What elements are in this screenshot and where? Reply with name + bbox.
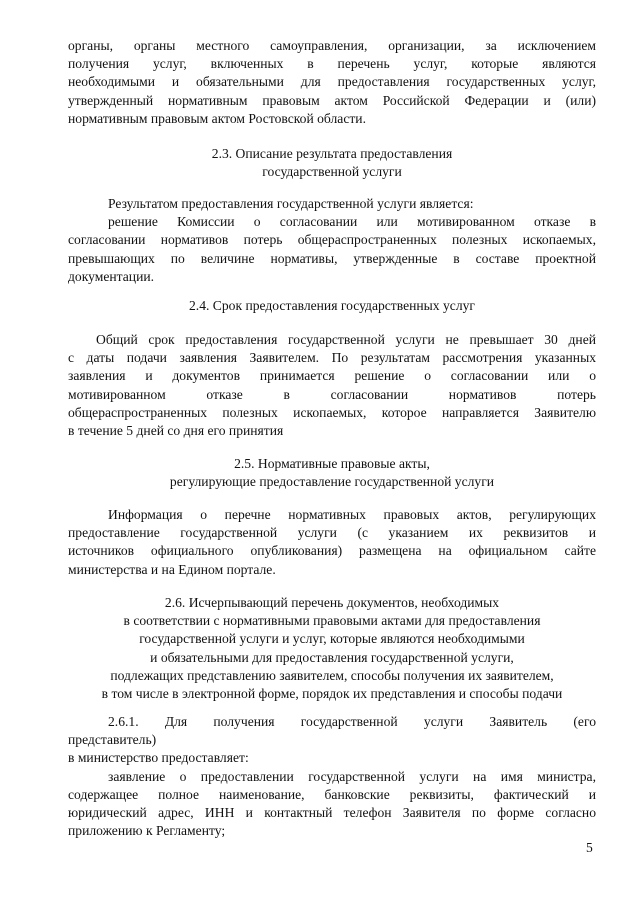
heading-line: государственной услуги и услуг, которые являются необходимыми xyxy=(139,631,525,647)
heading-line: регулирующие предоставление государственной услуги xyxy=(169,474,495,490)
text-line: нормативным правовым актом Ростовской области. xyxy=(68,110,366,126)
section-2-6-1-body xyxy=(68,713,596,840)
text-line: в течение 5 дней со дня его принятия xyxy=(68,423,284,439)
text-line: министерства и на Едином портале. xyxy=(68,561,276,577)
section-2-6-heading xyxy=(68,594,596,703)
text-line: общераспространенных полезных ископаемых, которое направляется Заявителю xyxy=(68,404,596,420)
page-number: 5 xyxy=(586,840,593,855)
text-line: юридический адрес, ИНН и контактный телефон Заявителя по форме согласно xyxy=(68,805,596,821)
text-line: получения услуг, включенных в перечень услуг, которые являются xyxy=(68,56,596,72)
section-2-3-heading xyxy=(68,145,596,181)
heading-line: 2.6. Исчерпывающий перечень документов, необходимых xyxy=(164,595,500,610)
section-2-4-heading xyxy=(68,297,596,315)
heading-line: 2.3. Описание результата предоставления xyxy=(211,146,453,161)
text-line: приложению к Регламенту; xyxy=(68,823,226,839)
section-2-3-body xyxy=(68,195,596,286)
heading-line: 2.5. Нормативные правовые акты, xyxy=(234,456,430,471)
text-line: утвержденный нормативным правовым актом Российской Федерации и (или) xyxy=(68,92,596,108)
text-line: Общий срок предоставления государственной услуги не превышает 30 дней xyxy=(96,332,596,347)
text-line: с даты подачи заявления Заявителем. По результатам рассмотрения указанных xyxy=(68,350,596,366)
text-line: Результатом предоставления государственной услуги является: xyxy=(108,196,474,211)
text-line: согласовании нормативов потерь общераспространенных полезных ископаемых, xyxy=(68,232,596,248)
heading-line: 2.4. Срок предоставления государственных услуг xyxy=(189,298,475,313)
text-line: в министерство предоставляет: xyxy=(68,750,249,766)
text-line: представитель) xyxy=(68,732,157,748)
text-line: содержащее полное наименование, банковские реквизиты, фактический и xyxy=(68,786,596,802)
text-line: необходимыми и обязательными для предоставления государственных услуг, xyxy=(68,74,596,90)
section-2-5-body xyxy=(68,506,596,579)
text-line: источников официального опубликования) размещена на официальном сайте xyxy=(68,543,596,559)
heading-line: и обязательными для предоставления государственной услуги, xyxy=(150,649,514,665)
section-2-4-body xyxy=(68,331,596,440)
text-line: решение Комиссии о согласовании или мотивированном отказе в xyxy=(108,214,596,230)
heading-line: в соответствии с нормативными правовыми актами для предоставления xyxy=(123,613,541,629)
intro-paragraph xyxy=(68,37,596,128)
text-line: заявление о предоставлении государственной услуги на имя министра, xyxy=(108,768,596,784)
text-line: мотивированном отказе в согласовании нормативов потерь xyxy=(68,386,596,402)
heading-line: государственной услуги xyxy=(262,164,402,180)
text-line: Информация о перечне нормативных правовых актов, регулирующих xyxy=(108,507,596,522)
section-2-5-heading xyxy=(68,455,596,491)
text-line: органы, органы местного самоуправления, организации, за исключением xyxy=(68,38,596,53)
text-line: 2.6.1. Для получения государственной услуги Заявитель (его xyxy=(108,714,596,729)
text-line: заявления и документов принимается решение о согласовании или о xyxy=(68,368,596,384)
text-line: превышающих по величине нормативы, утвержденные в составе проектной xyxy=(68,250,596,266)
text-line: предоставление государственной услуги (с указанием их реквизитов и xyxy=(68,525,596,541)
heading-line: подлежащих представлению заявителем, способы получения их заявителем, xyxy=(110,667,554,683)
text-line: документации. xyxy=(68,268,155,284)
heading-line: в том числе в электронной форме, порядок их представления и способы подачи xyxy=(101,686,563,702)
